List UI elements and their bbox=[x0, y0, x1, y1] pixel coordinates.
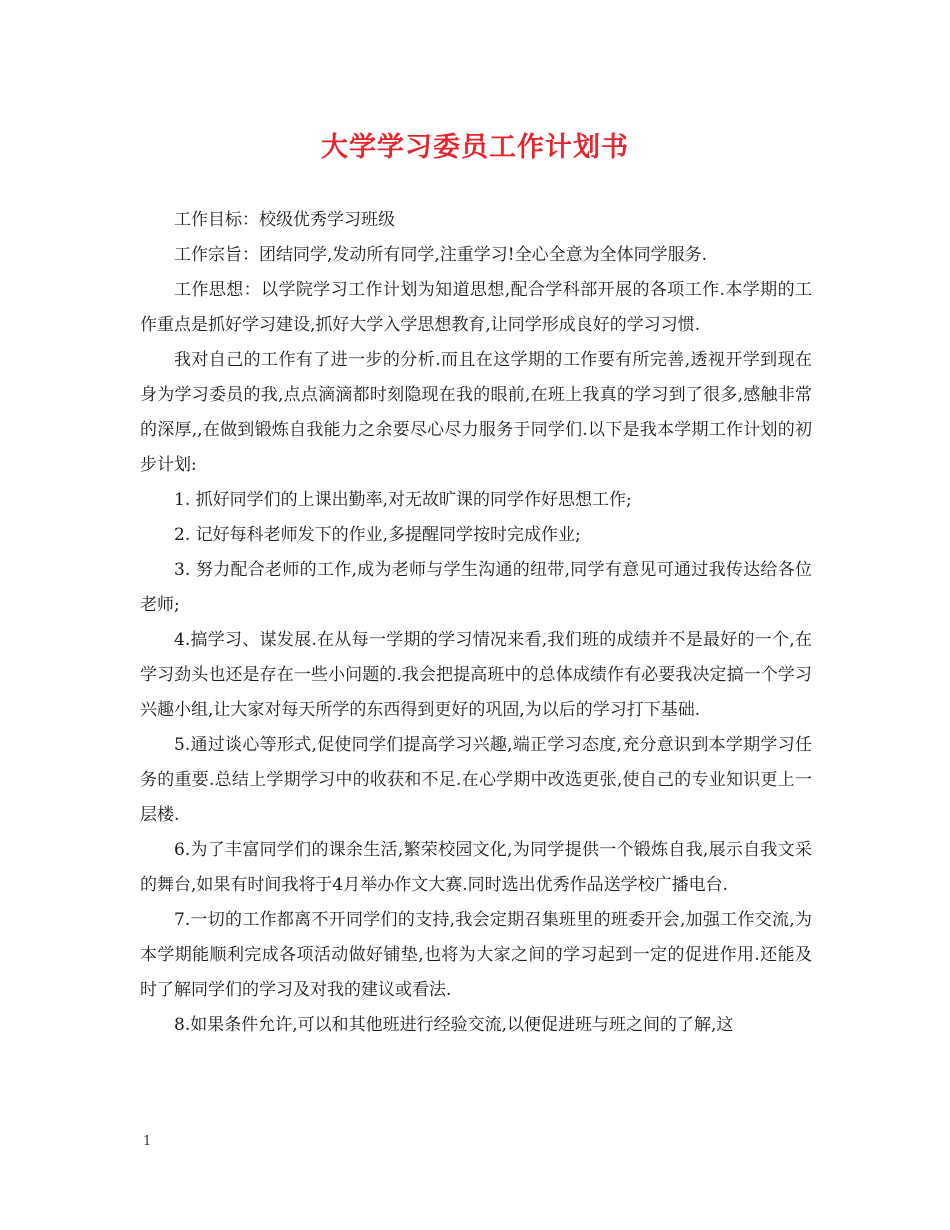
document-body bbox=[140, 203, 812, 1043]
paragraph-purpose: 工作宗旨：团结同学,发动所有同学,注重学习!全心全意为全体同学服务. bbox=[174, 245, 708, 265]
plan-item-2: 2. 记好每科老师发下的作业,多提醒同学按时完成作业; bbox=[174, 525, 581, 545]
plan-item-5: 5.通过谈心等形式,促使同学们提高学习兴趣,端正学习态度,充分意识到本学期学习任务的重要.总结上学期学习中的收获和不足.在心学期中改选更张,使自己的专业知识更上一层楼. bbox=[140, 735, 812, 825]
plan-item-1: 1. 抓好同学们的上课出勤率,对无故旷课的同学作好思想工作; bbox=[174, 490, 632, 510]
paragraph-thinking: 工作思想：以学院学习工作计划为知道思想,配合学科部开展的各项工作.本学期的工作重点是抓好学习建设,抓好大学入学思想教育,让同学形成良好的学习习惯. bbox=[140, 280, 812, 335]
plan-item-3: 3. 努力配合老师的工作,成为老师与学生沟通的纽带,同学有意见可通过我传达给各位老师; bbox=[140, 560, 812, 615]
plan-item-4: 4.搞学习、谋发展.在从每一学期的学习情况来看,我们班的成绩并不是最好的一个,在学习劲头也还是存在一些小问题的.我会把提高班中的总体成绩作有必要我决定搞一个学习兴趣小组,让大家对每天所学的东西得到更好的巩固,为以后的学习打下基础. bbox=[140, 630, 812, 720]
plan-item-7: 7.一切的工作都离不开同学们的支持,我会定期召集班里的班委开会,加强工作交流,为本学期能顺利完成各项活动做好铺垫,也将为大家之间的学习起到一定的促进作用.还能及时了解同学们的学习及对我的建议或看法. bbox=[140, 910, 812, 1000]
plan-item-8: 8.如果条件允许,可以和其他班进行经验交流,以便促进班与班之间的了解,这 bbox=[174, 1015, 734, 1035]
page-number: 1 bbox=[143, 1134, 152, 1149]
plan-item-6: 6.为了丰富同学们的课余生活,繁荣校园文化,为同学提供一个锻炼自我,展示自我文采的舞台,如果有时间我将于4月举办作文大赛.同时选出优秀作品送学校广播电台. bbox=[140, 840, 812, 895]
paragraph-analysis: 我对自己的工作有了进一步的分析.而且在这学期的工作要有所完善,透视开学到现在身为学习委员的我,点点滴滴都时刻隐现在我的眼前,在班上我真的学习到了很多,感触非常的深厚,,在做到锻炼自我能力之余要尽心尽力服务于同学们.以下是我本学期工作计划的初步计划: bbox=[140, 350, 812, 475]
paragraph-goal: 工作目标：校级优秀学习班级 bbox=[174, 210, 395, 230]
document-title: 大学学习委员工作计划书 bbox=[321, 132, 629, 163]
